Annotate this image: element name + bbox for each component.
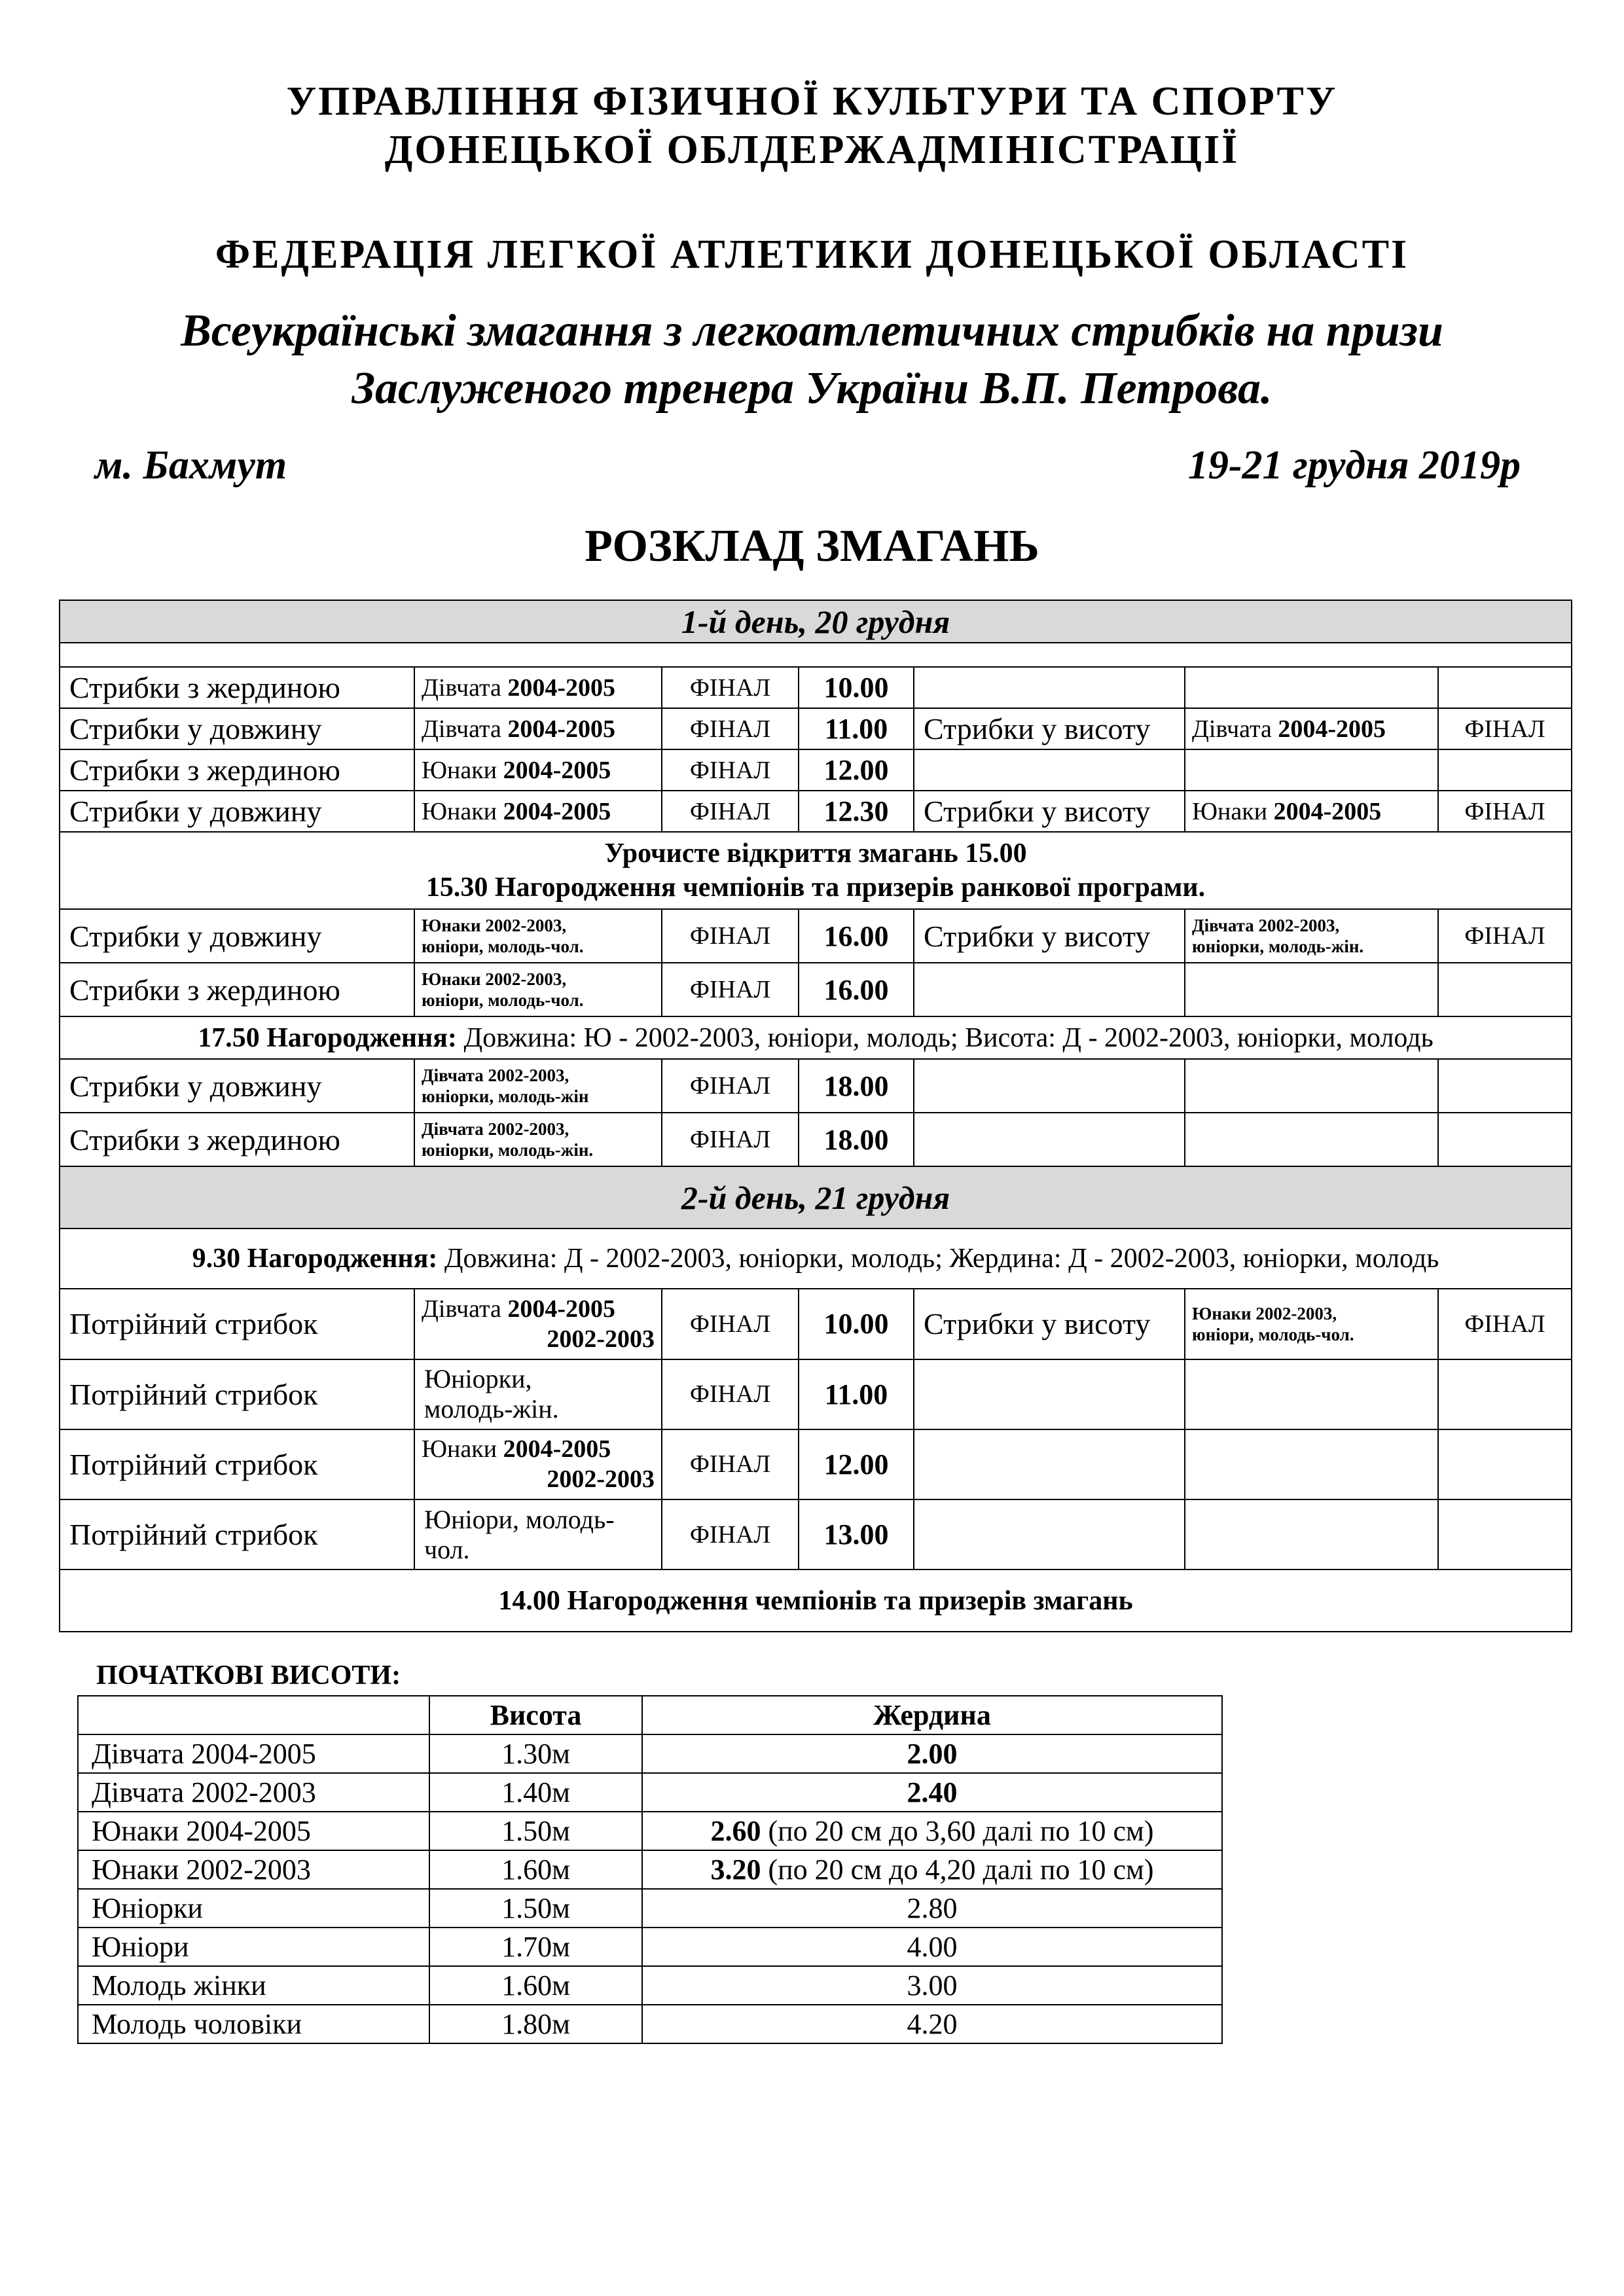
- table-row: [60, 1289, 1572, 1359]
- table-row: [78, 1734, 1222, 1773]
- federation-title: ФЕДЕРАЦІЯ ЛЕГКОЇ АТЛЕТИКИ ДОНЕЦЬКОЇ ОБЛАСТІ: [215, 232, 1409, 277]
- height-cell: 1.50м: [429, 1812, 642, 1850]
- time-cell: 11.00: [799, 1359, 914, 1429]
- group-cell: Юніори, молодь- чол.: [414, 1499, 662, 1570]
- time-cell: 12.00: [799, 749, 914, 791]
- table-row: [78, 1812, 1222, 1850]
- column-header: Жердина: [642, 1696, 1222, 1734]
- empty-row: [60, 643, 1572, 667]
- opening-note: Урочисте відкриття змагань 15.00 15.30 Нагородження чемпіонів та призерів ранкової програми.: [60, 832, 1572, 909]
- event-dates: 19-21 грудня 2019р: [1187, 443, 1521, 488]
- event-cell: Потрійний стрибок: [60, 1359, 414, 1429]
- event-place: м. Бахмут: [95, 443, 287, 488]
- group-cell: Юнаки 2004-2005: [414, 749, 662, 791]
- pole-cell: 2.80: [642, 1889, 1222, 1928]
- group-cell: Дівчата 2002-2003: [78, 1773, 429, 1812]
- event-title-line2: Заслуженого тренера України В.П. Петрова.: [352, 363, 1272, 414]
- time-cell: 10.00: [799, 667, 914, 708]
- pole-cell: 2.00: [642, 1734, 1222, 1773]
- table-row: [60, 1499, 1572, 1570]
- org-title-line2: ДОНЕЦЬКОЇ ОБЛДЕРЖАДМІНІСТРАЦІЇ: [384, 128, 1240, 172]
- org-title-line1: УПРАВЛІННЯ ФІЗИЧНОЇ КУЛЬТУРИ ТА СПОРТУ: [286, 79, 1338, 124]
- event-cell: Потрійний стрибок: [60, 1429, 414, 1499]
- final-cell: ФІНАЛ: [662, 749, 799, 791]
- group-cell: Дівчата 2004-2005: [414, 708, 662, 749]
- event-title-line1: Всеукраїнські змагання з легкоатлетичних стрибків на призи: [181, 306, 1443, 356]
- table-row: [60, 1359, 1572, 1429]
- event-cell: Стрибки у довжину: [60, 791, 414, 832]
- pole-cell: 2.40: [642, 1773, 1222, 1812]
- height-cell: 1.30м: [429, 1734, 642, 1773]
- group-cell: Молодь жінки: [78, 1966, 429, 2005]
- final-cell: ФІНАЛ: [662, 963, 799, 1016]
- height-cell: 1.80м: [429, 2005, 642, 2043]
- time-cell: 13.00: [799, 1499, 914, 1570]
- event-cell: Потрійний стрибок: [60, 1289, 414, 1359]
- pole-cell: 4.20: [642, 2005, 1222, 2043]
- time-cell: 16.00: [799, 963, 914, 1016]
- group-cell: Юнаки 2002-2003: [78, 1850, 429, 1889]
- table-row: [60, 708, 1572, 749]
- group-cell: Юнаки 2004-2005 2002-2003: [414, 1429, 662, 1499]
- table-row: [60, 1113, 1572, 1166]
- award-note-day1: 17.50 Нагородження: Довжина: Ю - 2002-2003, юніори, молодь; Висота: Д - 2002-2003, юніорки, молодь: [60, 1016, 1572, 1059]
- event-cell: Стрибки у довжину: [60, 909, 414, 963]
- final-cell: ФІНАЛ: [662, 1499, 799, 1570]
- event-cell: Стрибки з жердиною: [60, 1113, 414, 1166]
- event-cell: Стрибки у довжину: [60, 708, 414, 749]
- pole-cell: 3.20 (по 20 см до 4,20 далі по 10 см): [642, 1850, 1222, 1889]
- height-cell: 1.40м: [429, 1773, 642, 1812]
- group-cell: Юнаки 2004-2005: [414, 791, 662, 832]
- time-cell: 18.00: [799, 1113, 914, 1166]
- final-cell: ФІНАЛ: [662, 1289, 799, 1359]
- table-row: [78, 1850, 1222, 1889]
- height-cell: 1.50м: [429, 1889, 642, 1928]
- final-cell: ФІНАЛ: [662, 1429, 799, 1499]
- event2-cell: Стрибки у висоту: [914, 1289, 1185, 1359]
- group-cell: Юніори: [78, 1928, 429, 1966]
- time-cell: 10.00: [799, 1289, 914, 1359]
- table-row: [78, 1966, 1222, 2005]
- group-cell: Юнаки 2002-2003, юніори, молодь-чол.: [414, 963, 662, 1016]
- event2-cell: Стрибки у висоту: [914, 708, 1185, 749]
- group2-cell: Юнаки 2004-2005: [1185, 791, 1438, 832]
- table-row: [78, 1928, 1222, 1966]
- group-cell: Молодь чоловіки: [78, 2005, 429, 2043]
- table-row: [60, 749, 1572, 791]
- table-row: [60, 1059, 1572, 1113]
- group-cell: Дівчата 2004-2005: [78, 1734, 429, 1773]
- height-cell: 1.60м: [429, 1850, 642, 1889]
- pole-cell: 3.00: [642, 1966, 1222, 2005]
- day1-header: 1-й день, 20 грудня: [60, 600, 1572, 643]
- table-row: [78, 1773, 1222, 1812]
- event-cell: Стрибки з жердиною: [60, 963, 414, 1016]
- group-cell: Дівчата 2004-2005: [414, 667, 662, 708]
- final2-cell: ФІНАЛ: [1438, 708, 1572, 749]
- final-cell: ФІНАЛ: [662, 1359, 799, 1429]
- time-cell: 11.00: [799, 708, 914, 749]
- group-cell: Дівчата 2002-2003, юніорки, молодь-жін.: [414, 1113, 662, 1166]
- group-cell: Дівчата 2004-2005 2002-2003: [414, 1289, 662, 1359]
- group2-cell: Юнаки 2002-2003, юніори, молодь-чол.: [1185, 1289, 1438, 1359]
- schedule-title: РОЗКЛАД ЗМАГАНЬ: [585, 521, 1039, 571]
- table-row: [60, 667, 1572, 708]
- group-cell: Дівчата 2002-2003, юніорки, молодь-жін: [414, 1059, 662, 1113]
- pole-cell: 4.00: [642, 1928, 1222, 1966]
- time-cell: 12.30: [799, 791, 914, 832]
- final2-cell: ФІНАЛ: [1438, 791, 1572, 832]
- table-row: [78, 1889, 1222, 1928]
- height-cell: 1.70м: [429, 1928, 642, 1966]
- event2-cell: Стрибки у висоту: [914, 909, 1185, 963]
- event-cell: Стрибки з жердиною: [60, 749, 414, 791]
- event-cell: Стрибки з жердиною: [60, 667, 414, 708]
- final-cell: ФІНАЛ: [662, 791, 799, 832]
- final-cell: ФІНАЛ: [662, 667, 799, 708]
- closing-note: 14.00 Нагородження чемпіонів та призерів змагань: [60, 1570, 1572, 1632]
- group2-cell: Дівчата 2004-2005: [1185, 708, 1438, 749]
- time-cell: 16.00: [799, 909, 914, 963]
- time-cell: 18.00: [799, 1059, 914, 1113]
- final-cell: ФІНАЛ: [662, 708, 799, 749]
- table-row: [60, 963, 1572, 1016]
- final2-cell: ФІНАЛ: [1438, 1289, 1572, 1359]
- table-row: [78, 2005, 1222, 2043]
- table-header-row: [78, 1696, 1222, 1734]
- table-row: [60, 791, 1572, 832]
- time-cell: 12.00: [799, 1429, 914, 1499]
- final-cell: ФІНАЛ: [662, 1113, 799, 1166]
- table-row: [60, 909, 1572, 963]
- group-cell: Юніорки: [78, 1889, 429, 1928]
- column-header: Висота: [429, 1696, 642, 1734]
- schedule-table: [59, 600, 1572, 1632]
- final-cell: ФІНАЛ: [662, 909, 799, 963]
- final-cell: ФІНАЛ: [662, 1059, 799, 1113]
- group-cell: Юнаки 2004-2005: [78, 1812, 429, 1850]
- pole-cell: 2.60 (по 20 см до 3,60 далі по 10 см): [642, 1812, 1222, 1850]
- start-heights-table: [77, 1695, 1223, 2044]
- table-row: [60, 1429, 1572, 1499]
- group-cell: Юніорки, молодь-жін.: [414, 1359, 662, 1429]
- event-cell: Потрійний стрибок: [60, 1499, 414, 1570]
- event-cell: Стрибки у довжину: [60, 1059, 414, 1113]
- start-heights-label: ПОЧАТКОВІ ВИСОТИ:: [96, 1660, 401, 1691]
- group-cell: Юнаки 2002-2003, юніори, молодь-чол.: [414, 909, 662, 963]
- final2-cell: ФІНАЛ: [1438, 909, 1572, 963]
- height-cell: 1.60м: [429, 1966, 642, 2005]
- award-note-day2: 9.30 Нагородження: Довжина: Д - 2002-2003, юніорки, молодь; Жердина: Д - 2002-2003, юніорки, молодь: [60, 1229, 1572, 1289]
- day2-header: 2-й день, 21 грудня: [60, 1166, 1572, 1229]
- event2-cell: Стрибки у висоту: [914, 791, 1185, 832]
- group2-cell: Дівчата 2002-2003, юніорки, молодь-жін.: [1185, 909, 1438, 963]
